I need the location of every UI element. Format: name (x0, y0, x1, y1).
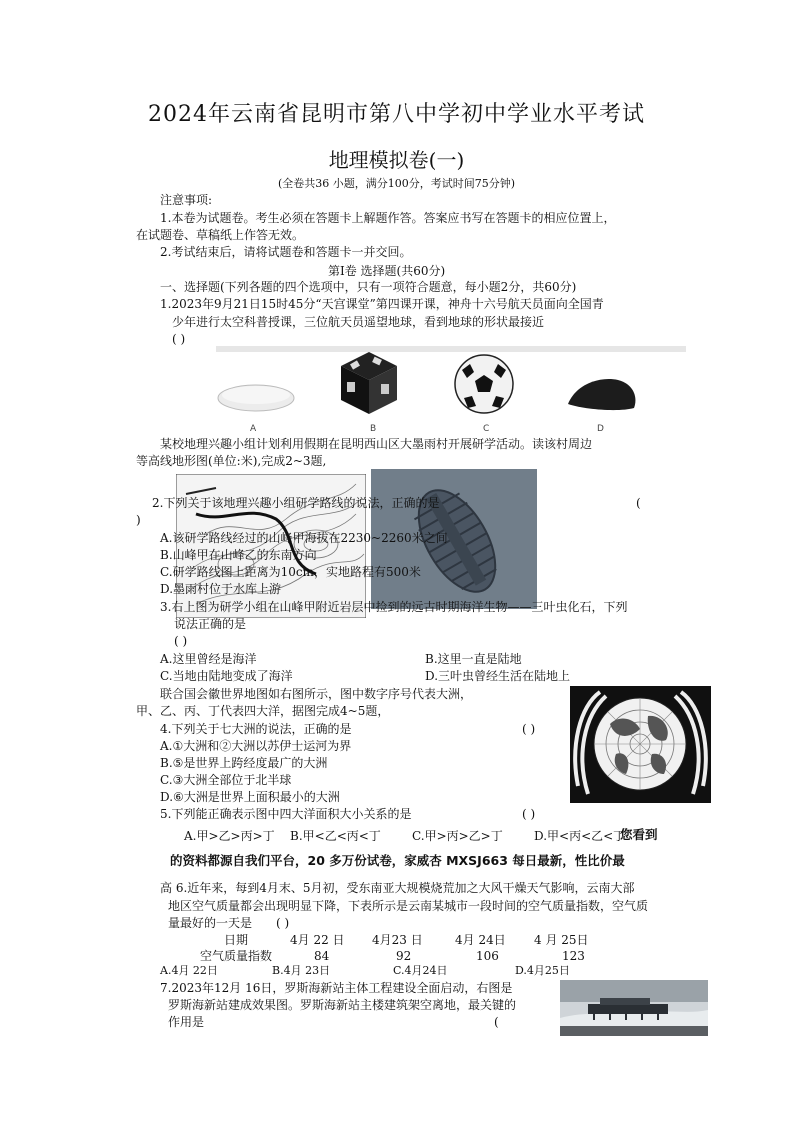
table-row-label: 空气质量指数 (200, 949, 273, 963)
flat-disc-image (218, 385, 294, 411)
q3-paren: ( ) (174, 634, 188, 648)
cube-image (341, 352, 397, 414)
q3-option-d: D.三叶虫曾经生活在陆地上 (425, 669, 571, 683)
q6-option-d: D.4月25日 (515, 964, 570, 977)
intro45-line1: 联合国会徽世界地图如右图所示，图中数字序号代表大洲， (160, 687, 473, 701)
section-heading: 第Ⅰ卷 选择题(共60分) (328, 264, 446, 278)
note-1a: 1.本卷为试题卷。考生必须在答题卡上解题作答。答案应书写在答题卡的相应位置上， (160, 211, 616, 225)
q6-option-a: A.4月 22日 (160, 964, 218, 977)
table-header-date: 日期 (224, 933, 249, 947)
q2-option-a: A.该研学路线经过的山峰甲海拔在2230~2260米之间 (160, 531, 448, 545)
section-instructions: 一、选择题(下列各题的四个选项中，只有一项符合题意，每小题2分，共60分) (160, 280, 577, 294)
table-cell: 123 (562, 949, 585, 963)
table-cell: 92 (396, 949, 412, 963)
q4-stem: 4.下列关于七大洲的说法，正确的是 (160, 722, 352, 736)
option-label-c: C (483, 424, 490, 434)
option-label-d: D (597, 424, 604, 434)
overlay-text-line2: 的资料都源自我们平台，20 多万份试卷，家威杏 MXSJ663 每日最新，性比价最 (170, 853, 625, 868)
overlay-text-end: 您看到 (620, 827, 658, 842)
q2-option-c: C.研学路线图上距离为10cm，实地路程有500米 (160, 565, 421, 579)
q4-option-d: D.⑥大洲是世界上面积最小的大洲 (160, 790, 340, 804)
intro45-line2: 甲、乙、丙、丁代表四大洋，据图完成4~5题， (136, 704, 390, 718)
table-cell: 106 (476, 949, 499, 963)
q5-paren: ( ) (522, 807, 536, 821)
q5-option-c: C.甲>丙>乙>丁 (412, 829, 503, 843)
q3-option-c: C.当地由陆地变成了海洋 (160, 669, 293, 683)
note-2: 2.考试结束后，请将试题卷和答题卡一并交回。 (160, 245, 412, 259)
q7-line3: 作用是 (168, 1015, 205, 1029)
intro23-line1: 某校地理兴趣小组计划利用假期在昆明西山区大墨雨村开展研学活动。读该村周边 (160, 437, 593, 451)
table-header-apr23: 4月23 日 (372, 933, 423, 947)
notes-heading: 注意事项: (160, 193, 213, 207)
q3-option-b: B.这里一直是陆地 (425, 652, 522, 666)
q2-stem: 2.下列关于该地理兴趣小组研学路线的说法，正确的是 (152, 496, 440, 510)
table-cell: 84 (314, 949, 330, 963)
q1-line2: 少年进行太空科普授课，三位航天员遥望地球，看到地球的形状最接近 (172, 315, 545, 329)
q4-paren: ( ) (522, 722, 536, 736)
q1-line1: 1.2023年9月21日15时45分“天宫课堂”第四课开课，神舟十六号航天员面向全国青 (160, 297, 604, 311)
q6-line3: 量最好的一天是 (168, 916, 253, 930)
q7-paren: ( (494, 1015, 499, 1029)
table-header-apr24: 4月 24日 (455, 933, 506, 947)
intro23-line2: 等高线地形图(单位:米),完成2~3题, (136, 454, 327, 468)
q3-option-a: A.这里曾经是海洋 (160, 652, 257, 666)
q7-line2: 罗斯海新站建成效果图。罗斯海新站主楼建筑架空离地，最关键的 (168, 998, 517, 1012)
ross-sea-station-image (560, 980, 708, 1036)
option-label-b: B (370, 424, 377, 434)
earth-shape-options-figure (216, 346, 686, 434)
q5-option-d: D.甲<丙<乙<丁 (534, 829, 626, 843)
q2-paren-open: ( (636, 496, 641, 510)
soccer-ball-image (455, 355, 513, 413)
q6-option-c: C.4月24日 (393, 964, 448, 977)
q4-option-b: B.⑤是世界上跨经度最广的大洲 (160, 756, 328, 770)
q5-option-a: A.甲>乙>丙>丁 (184, 829, 275, 843)
q6-line2: 地区空气质量都会出现明显下降，下表所示是云南某城市一段时间的空气质量指数，空气质 (168, 899, 649, 913)
q2-option-b: B.山峰甲在山峰乙的东南方向 (160, 548, 317, 562)
q5-option-b: B.甲<乙<丙<丁 (290, 829, 381, 843)
q5-stem: 5.下列能正确表示图中四大洋面积大小关系的是 (160, 807, 412, 821)
option-label-a: A (250, 424, 257, 434)
note-1b: 在试题卷、草稿纸上作答无效。 (136, 228, 305, 242)
q2-option-d: D.墨雨村位于水库上游 (160, 582, 282, 596)
irregular-shape-image (568, 379, 635, 410)
exam-subtitle: 地理模拟卷(一) (328, 148, 465, 172)
exam-meta: (全卷共36 小题，满分100分，考试时间75分钟) (277, 177, 516, 190)
q6-option-b: B.4月 23日 (272, 964, 331, 977)
un-emblem-map-image (570, 686, 711, 803)
q6-paren: ( ) (276, 916, 290, 930)
q2-paren-close: ) (136, 513, 141, 527)
table-header-apr25: 4 月 25日 (534, 933, 589, 947)
q4-option-c: C.③大洲全部位于北半球 (160, 773, 292, 787)
q4-option-a: A.①大洲和②大洲以苏伊士运河为界 (160, 739, 352, 753)
q3-line2: 说法正确的是 (174, 617, 247, 631)
q3-line1: 3.右上图为研学小组在山峰甲附近岩层中捡到的远古时期海洋生物——三叶虫化石，下列 (160, 600, 628, 614)
table-header-apr22: 4月 22 日 (290, 933, 345, 947)
q6-line1: 高 6.近年来，每到4月末、5月初，受东南亚大规模烧荒加之大风干燥天气影响，云南大部 (160, 881, 635, 895)
exam-title: 2024年云南省昆明市第八中学初中学业水平考试 (148, 102, 645, 127)
q1-paren: ( ) (172, 332, 186, 346)
q7-line1: 7.2023年12月 16日，罗斯海新站主体工程建设全面启动，右图是 (160, 981, 513, 995)
